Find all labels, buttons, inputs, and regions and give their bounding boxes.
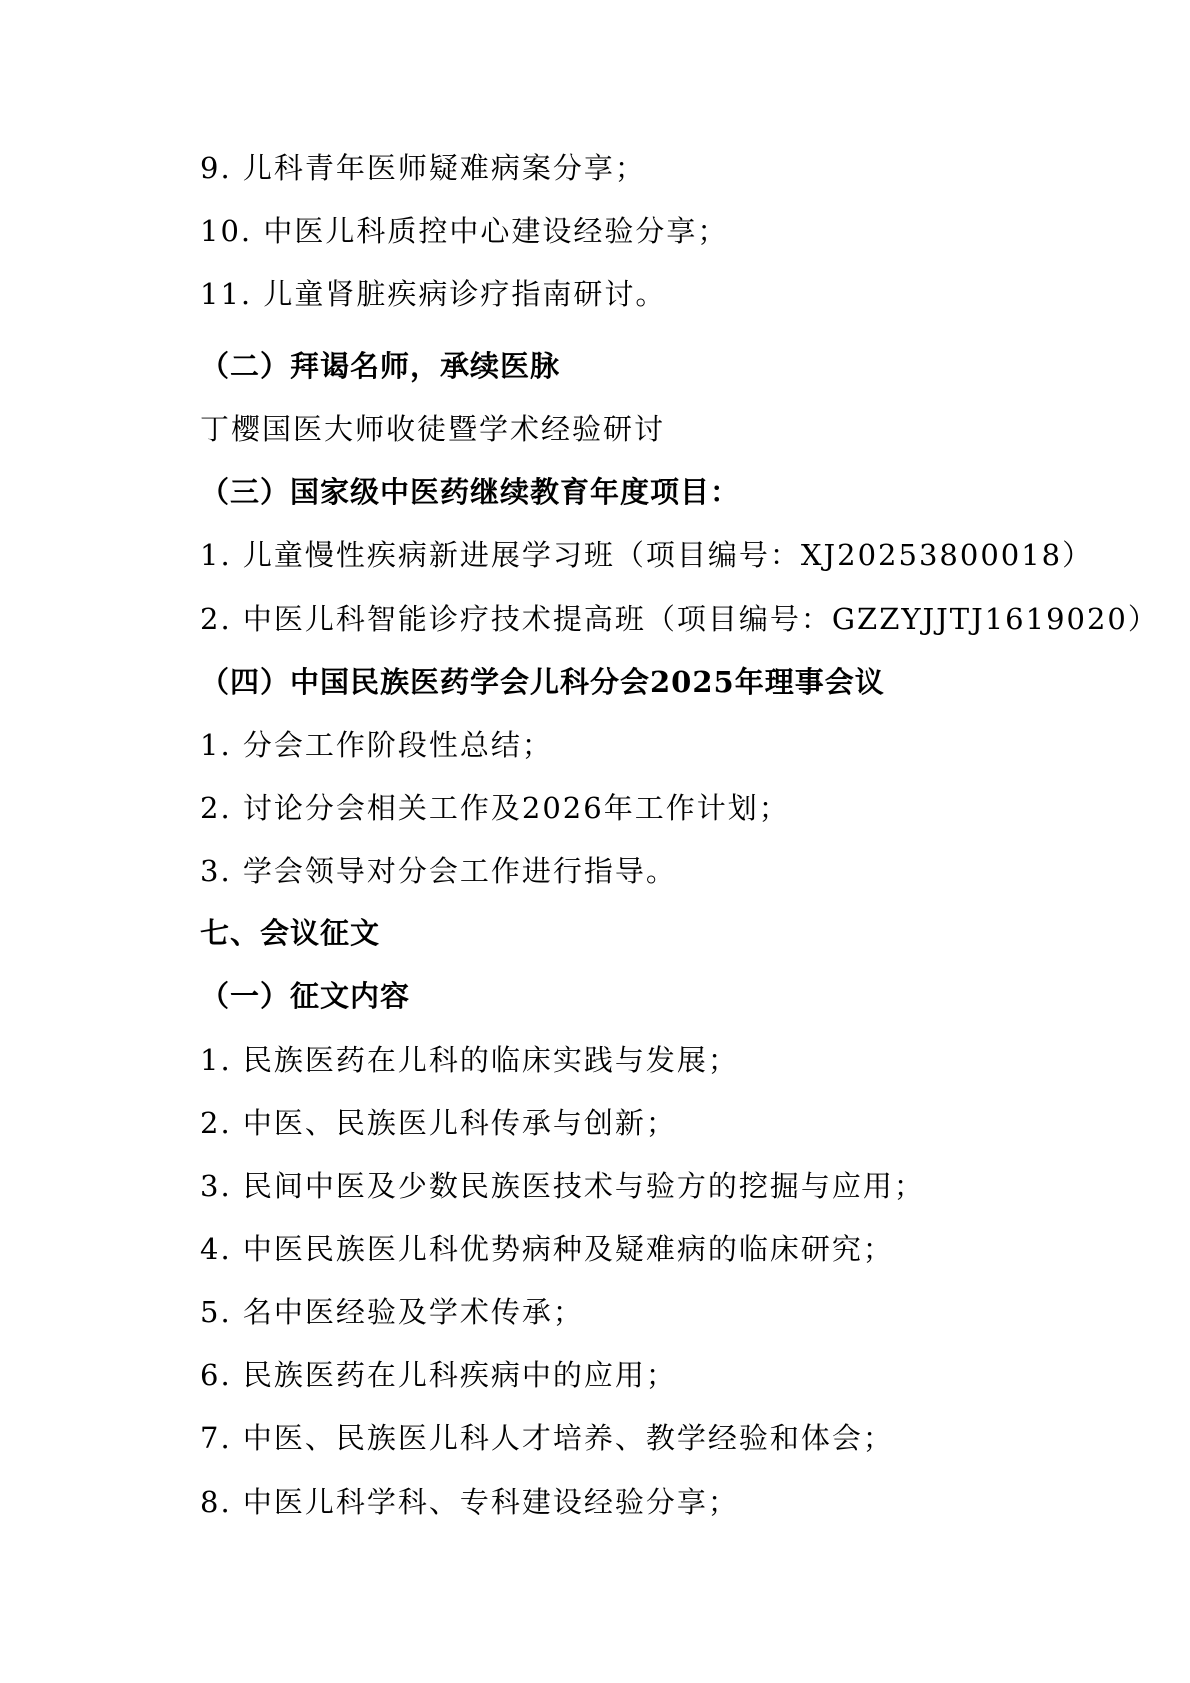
project-item-1: 1. 儿童慢性疾病新进展学习班（项目编号：XJ20253800018） xyxy=(200,538,1094,572)
subsection-heading-1: （一）征文内容 xyxy=(200,979,411,1013)
meeting-item-2: 2. 讨论分会相关工作及2026年工作计划； xyxy=(200,791,790,825)
topic-item-6: 6. 民族医药在儿科疾病中的应用； xyxy=(200,1358,677,1392)
topic-item-7: 7. 中医、民族医儿科人才培养、教学经验和体会； xyxy=(200,1421,894,1455)
topic-item-8: 8. 中医儿科学科、专科建设经验分享； xyxy=(200,1485,739,1519)
meeting-item-1: 1. 分会工作阶段性总结； xyxy=(200,728,553,762)
meeting-item-3: 3. 学会领导对分会工作进行指导。 xyxy=(200,854,677,888)
list-item-9: 9. 儿科青年医师疑难病案分享； xyxy=(200,151,646,185)
section-heading-3: （三）国家级中医药继续教育年度项目： xyxy=(200,475,741,509)
chapter-heading-7: 七、会议征文 xyxy=(200,916,381,950)
topic-item-2: 2. 中医、民族医儿科传承与创新； xyxy=(200,1106,677,1140)
project-item-2: 2. 中医儿科智能诊疗技术提高班（项目编号：GZZYJJTJ1619020） xyxy=(200,602,1159,636)
topic-item-4: 4. 中医民族医儿科优势病种及疑难病的临床研究； xyxy=(200,1232,894,1266)
list-item-11: 11. 儿童肾脏疾病诊疗指南研讨。 xyxy=(200,277,667,311)
section-heading-2: （二）拜谒名师，承续医脉 xyxy=(200,349,561,383)
section-heading-4: （四）中国民族医药学会儿科分会2025年理事会议 xyxy=(200,665,885,699)
paragraph-mentor: 丁樱国医大师收徒暨学术经验研讨 xyxy=(200,412,666,446)
topic-item-5: 5. 名中医经验及学术传承； xyxy=(200,1295,584,1329)
topic-item-3: 3. 民间中医及少数民族医技术与验方的挖掘与应用； xyxy=(200,1169,925,1203)
list-item-10: 10. 中医儿科质控中心建设经验分享； xyxy=(200,214,729,248)
topic-item-1: 1. 民族医药在儿科的临床实践与发展； xyxy=(200,1043,739,1077)
